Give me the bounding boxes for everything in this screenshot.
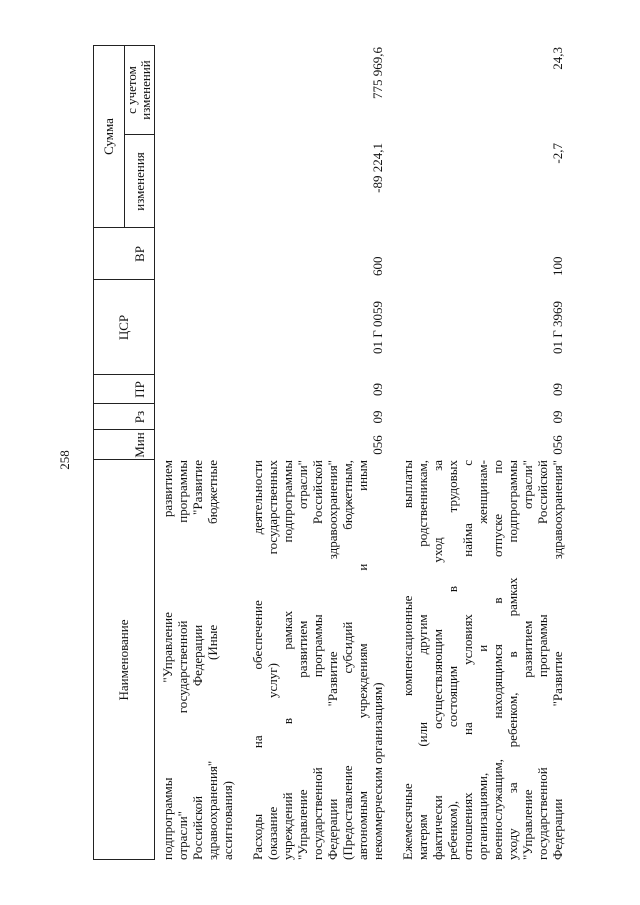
header-bottom-line [154, 45, 155, 860]
row3-vr: 100 [550, 256, 565, 276]
row2-csr: 01 Г 0059 [370, 301, 385, 355]
row2-pr: 09 [370, 383, 385, 396]
row2-name-line: Расходы на обеспечение деятельности [250, 460, 265, 860]
row1-name-line: Российской Федерации "Развитие [190, 460, 205, 860]
row3-name-line: уходу за ребенком, в рамках подпрограммы [505, 460, 520, 860]
row3-total: 24,3 [550, 47, 565, 70]
row3-rz: 09 [550, 410, 565, 424]
table-row [250, 45, 390, 860]
row3-min: 056 [550, 435, 565, 455]
row2-name-line: (оказание услуг) государственных [265, 460, 280, 860]
row2-name-line: некоммерческим организациям) [370, 682, 385, 860]
row3-name-line: матерям (или другим родственникам, [415, 460, 430, 860]
row2-min: 056 [370, 435, 385, 455]
row3-name-line: Ежемесячные компенсационные выплаты [400, 460, 415, 860]
row2-vr: 600 [370, 256, 385, 276]
row1-name-line: отрасли" государственной программы [175, 460, 190, 860]
header-rz: Рз [132, 410, 147, 424]
header-min: Мин [132, 432, 147, 458]
budget-table [78, 45, 618, 860]
row2-name-line: (Предоставление субсидий бюджетным, [340, 460, 355, 860]
row3-name-line: организациями, и женщинам- [475, 460, 490, 860]
row3-name-line: военнослужащим, находящимся в отпуске по [490, 460, 505, 860]
row3-csr: 01 Г 3969 [550, 301, 565, 355]
row3-name-line: "Управление развитием отрасли" [520, 460, 535, 860]
row2-total: 775 969,6 [370, 47, 385, 99]
row3-name-line: фактически осуществляющим уход за [430, 460, 445, 860]
page-number: 258 [57, 450, 72, 470]
header-change: изменения [132, 152, 147, 211]
row1-name-line: подпрограммы "Управление развитием [160, 460, 175, 860]
row1-name-line: ассигнования) [220, 780, 235, 860]
row3-name-line: государственной программы Российской [535, 460, 550, 860]
header-vr: ВР [132, 246, 147, 262]
row2-name-line: автономным учреждениям и иным [355, 460, 370, 860]
header-with-change-2: изменений [138, 60, 153, 120]
row2-name-line: "Управление развитием отрасли" [295, 460, 310, 860]
row3-name-line: ребенком), состоящим в трудовых [445, 460, 460, 860]
header-with-change-1: с учетом [124, 66, 139, 114]
row2-change: -89 224,1 [370, 143, 385, 193]
header-sum: Сумма [101, 118, 116, 155]
header-csr: ЦСР [116, 314, 131, 341]
row3-change: -2,7 [550, 143, 565, 164]
row2-rz: 09 [370, 410, 385, 424]
row3-name-line: Федерации "Развитие здравоохранения" [550, 460, 565, 860]
row1-name-line: здравоохранения" (Иные бюджетные [205, 460, 220, 860]
row3-pr: 09 [550, 383, 565, 396]
row3-name-line: отношениях на условиях найма с [460, 460, 475, 860]
row2-name-line: государственной программы Российской [310, 460, 325, 860]
table-row [160, 460, 240, 860]
row2-name-line: учреждений в рамках подпрограммы [280, 460, 295, 860]
header-pr: ПР [132, 381, 147, 398]
table-row [400, 45, 570, 860]
row2-name-line: Федерации "Развитие здравоохранения" [325, 460, 340, 860]
table-top-line [93, 45, 94, 860]
header-name: Наименование [116, 619, 131, 701]
